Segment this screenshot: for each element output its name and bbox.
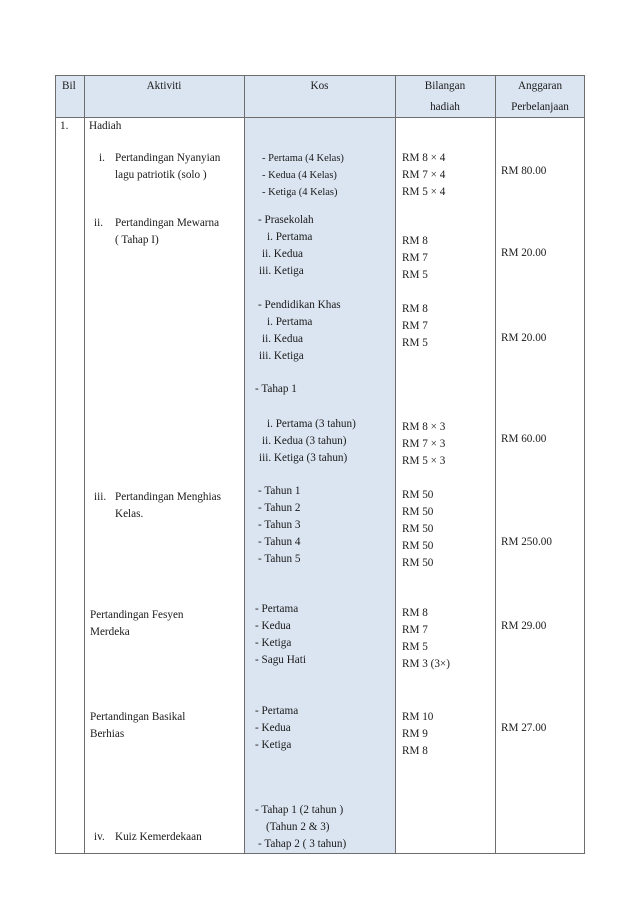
row-title: Hadiah <box>89 120 122 132</box>
a2-g3-item-2: ii. Kedua (3 tahun) <box>262 435 347 447</box>
a1-anggaran: RM 80.00 <box>501 165 547 177</box>
a3-kos-5: - Tahun 5 <box>258 553 301 565</box>
a4-hadiah-4: RM 3 (3×) <box>402 658 450 670</box>
a3-anggaran: RM 250.00 <box>501 536 552 548</box>
a3-hadiah-1: RM 50 <box>402 489 434 501</box>
a2-g1-item-3: iii. Ketiga <box>259 265 304 277</box>
a1-line1: Pertandingan Nyanyian <box>115 152 221 164</box>
a2-num: ii. <box>94 217 104 229</box>
a2-g3-hadiah-3: RM 5 × 3 <box>402 455 446 467</box>
a3-kos-4: - Tahun 4 <box>258 536 301 548</box>
a2-g3-item-1: i. Pertama (3 tahun) <box>267 418 356 430</box>
a2-g2-hadiah-3: RM 5 <box>402 337 428 349</box>
a2-g2-item-1: i. Pertama <box>267 316 313 328</box>
a4-hadiah-3: RM 5 <box>402 641 428 653</box>
col-border-3 <box>395 75 396 854</box>
a5-kos-1: - Pertama <box>255 705 299 717</box>
a5-hadiah-2: RM 9 <box>402 728 428 740</box>
a4-line1: Pertandingan Fesyen <box>90 609 184 621</box>
a3-line1: Pertandingan Menghias <box>115 491 221 503</box>
header-anggaran-2: Perbelanjaan <box>511 101 569 113</box>
row-bil: 1. <box>60 120 69 132</box>
a3-hadiah-3: RM 50 <box>402 523 434 535</box>
a2-g2-hadiah-2: RM 7 <box>402 320 428 332</box>
header-anggaran-1: Anggaran <box>517 80 563 92</box>
a2-g3-hadiah-1: RM 8 × 3 <box>402 421 446 433</box>
a1-kos-1: - Pertama (4 Kelas) <box>262 153 344 164</box>
a3-hadiah-2: RM 50 <box>402 506 434 518</box>
a2-g1-item-1: i. Pertama <box>267 231 313 243</box>
a4-kos-1: - Pertama <box>255 603 299 615</box>
a1-num: i. <box>99 152 105 164</box>
a4-kos-4: - Sagu Hati <box>255 654 306 666</box>
a2-line2: ( Tahap I) <box>115 234 159 246</box>
a2-g3-anggaran: RM 60.00 <box>501 433 547 445</box>
a3-kos-1: - Tahun 1 <box>258 485 301 497</box>
a3-kos-3: - Tahun 3 <box>258 519 301 531</box>
a2-g1-item-2: ii. Kedua <box>262 248 304 260</box>
a3-line2: Kelas. <box>115 508 144 520</box>
a2-g2-anggaran: RM 20.00 <box>501 332 547 344</box>
a1-hadiah-2: RM 7 × 4 <box>402 169 446 181</box>
a2-g1-hadiah-1: RM 8 <box>402 235 428 247</box>
a1-line2: lagu patriotik (solo ) <box>115 169 207 181</box>
col-border-4 <box>495 75 496 854</box>
a2-line1: Pertandingan Mewarna <box>115 217 220 229</box>
col-border-1 <box>84 75 85 854</box>
a5-line1: Pertandingan Basikal <box>90 711 186 723</box>
a1-hadiah-3: RM 5 × 4 <box>402 186 446 198</box>
budget-table <box>55 75 585 854</box>
a5-kos-3: - Ketiga <box>255 739 292 751</box>
a4-hadiah-2: RM 7 <box>402 624 428 636</box>
a2-g1-hadiah-2: RM 7 <box>402 252 428 264</box>
a2-g1-anggaran: RM 20.00 <box>501 247 547 259</box>
a2-g3-head: - Tahap 1 <box>255 383 297 395</box>
a2-g2-hadiah-1: RM 8 <box>402 303 428 315</box>
a6-kos-1: - Tahap 1 (2 tahun ) <box>255 804 344 816</box>
header-aktiviti: Aktiviti <box>146 80 182 92</box>
a4-hadiah-1: RM 8 <box>402 607 428 619</box>
a5-hadiah-1: RM 10 <box>402 711 434 723</box>
header-kos: Kos <box>310 80 329 92</box>
header-divider <box>55 117 585 118</box>
a1-kos-3: - Ketiga (4 Kelas) <box>262 187 338 198</box>
a6-kos-2: (Tahun 2 & 3) <box>266 821 330 833</box>
a2-g1-head: - Prasekolah <box>258 214 314 226</box>
a6-num: iv. <box>94 831 105 843</box>
a2-g1-hadiah-3: RM 5 <box>402 269 428 281</box>
a6-kos-3: - Tahap 2 ( 3 tahun) <box>258 838 347 850</box>
a3-hadiah-4: RM 50 <box>402 540 434 552</box>
col-border-5 <box>584 75 585 854</box>
a2-g3-hadiah-2: RM 7 × 3 <box>402 438 446 450</box>
a5-anggaran: RM 27.00 <box>501 722 547 734</box>
a2-g3-item-3: iii. Ketiga (3 tahun) <box>259 452 348 464</box>
a6-line1: Kuiz Kemerdekaan <box>115 831 202 843</box>
header-bil: Bil <box>62 80 76 92</box>
a3-num: iii. <box>94 491 107 503</box>
a5-kos-2: - Kedua <box>255 722 291 734</box>
col-border-0 <box>55 75 56 854</box>
a1-kos-2: - Kedua (4 Kelas) <box>262 170 337 181</box>
header-bilangan-1: Bilangan <box>424 80 466 92</box>
a3-kos-2: - Tahun 2 <box>258 502 301 514</box>
a4-kos-2: - Kedua <box>255 620 291 632</box>
a1-hadiah-1: RM 8 × 4 <box>402 152 446 164</box>
a4-kos-3: - Ketiga <box>255 637 292 649</box>
table-border-top <box>55 75 585 76</box>
a2-g2-head: - Pendidikan Khas <box>258 299 341 311</box>
a4-anggaran: RM 29.00 <box>501 620 547 632</box>
a3-hadiah-5: RM 50 <box>402 557 434 569</box>
header-bilangan-2: hadiah <box>430 101 460 113</box>
a5-line2: Berhias <box>90 728 125 740</box>
col-border-2 <box>244 75 245 854</box>
a2-g2-item-3: iii. Ketiga <box>259 350 304 362</box>
a4-line2: Merdeka <box>90 626 130 638</box>
a2-g2-item-2: ii. Kedua <box>262 333 304 345</box>
table-border-bottom <box>55 853 585 854</box>
a5-hadiah-3: RM 8 <box>402 745 428 757</box>
